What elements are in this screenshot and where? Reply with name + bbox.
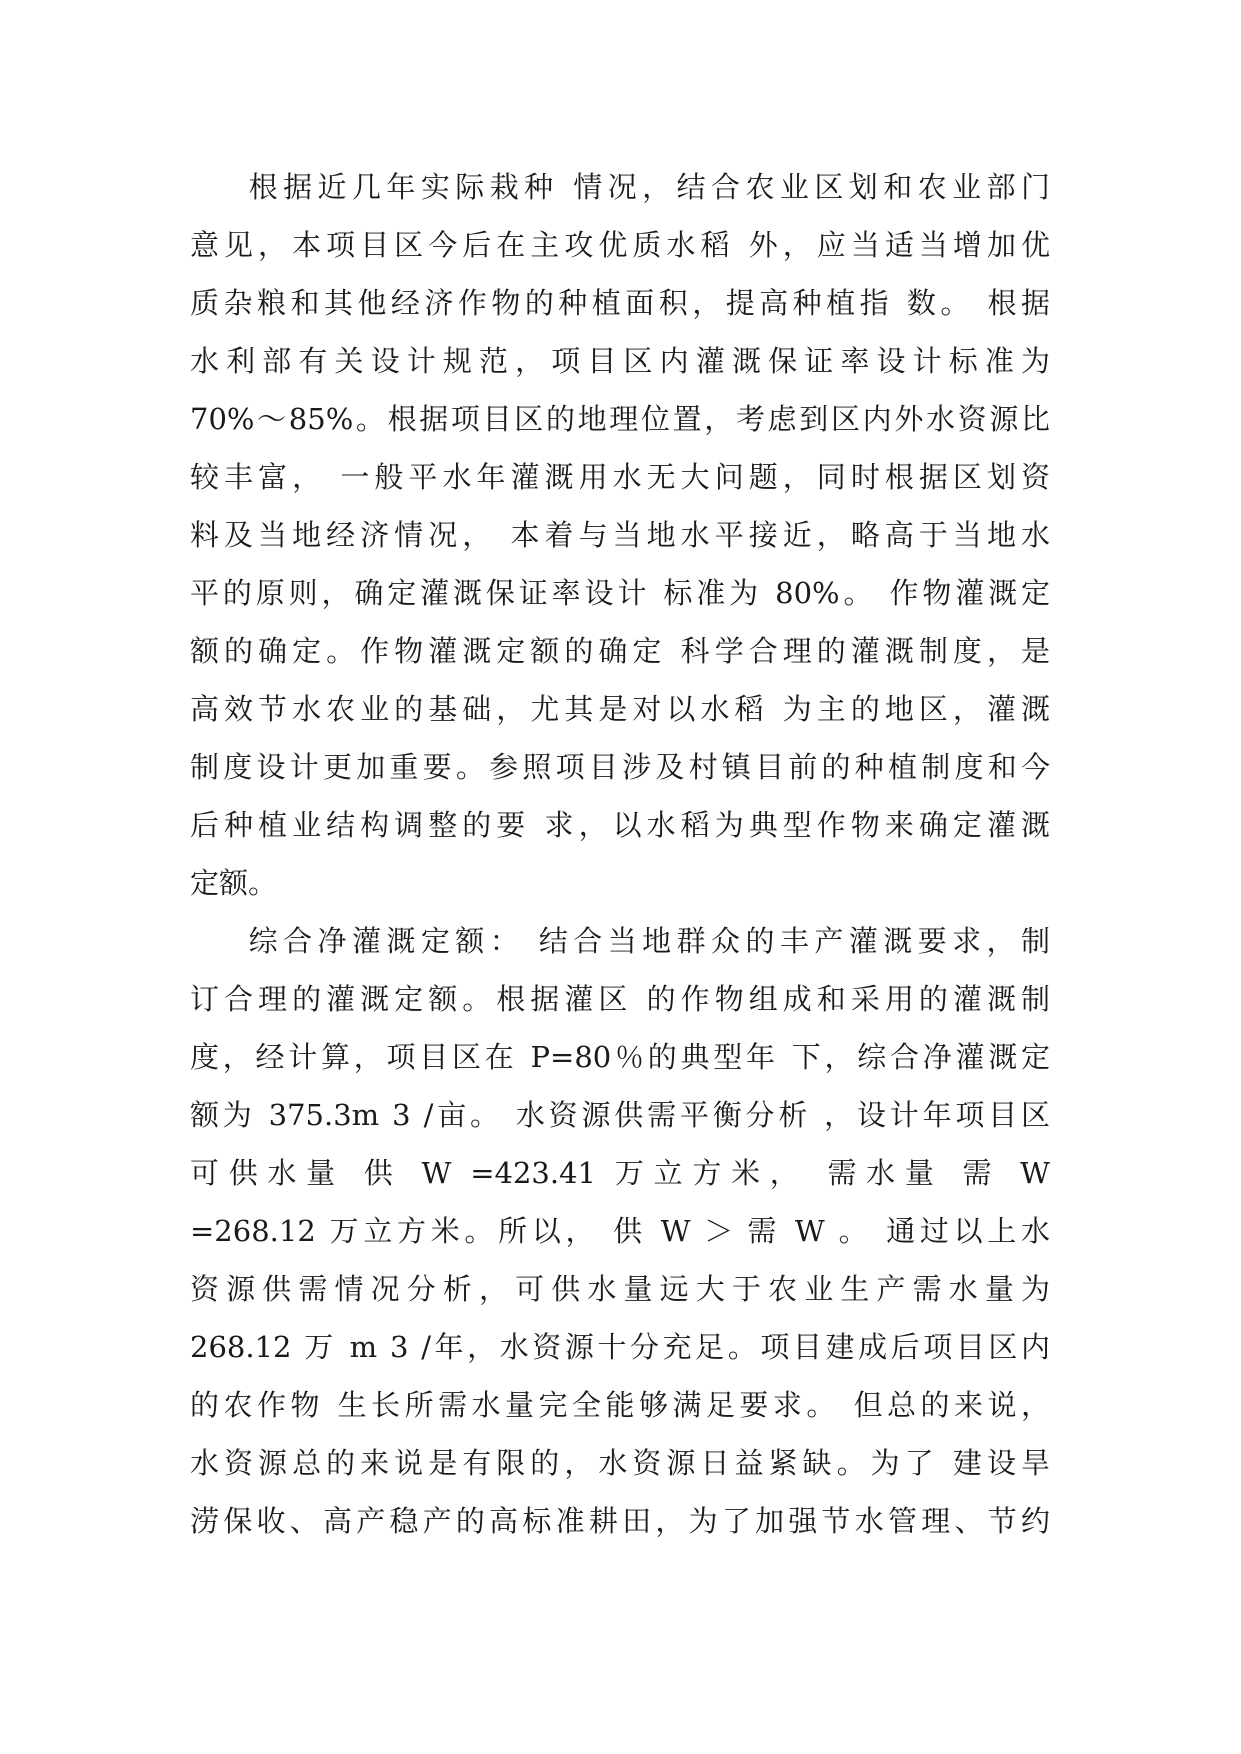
text-line: 70%～85%。根据项目区的地理位置，考虑到区内外水资源比: [190, 402, 1050, 436]
text-line: 意见，本项目区今后在主攻优质水稻 外，应当适当增加优: [190, 228, 1050, 262]
text-line: 较丰富， 一般平水年灌溉用水无大问题，同时根据区划资: [190, 460, 1050, 494]
document-body: [190, 158, 1050, 1550]
text-line: 额为 375.3m 3 /亩。 水资源供需平衡分析 ，设计年项目区: [190, 1098, 1050, 1132]
text-line: 可供水量 供 W =423.41 万立方米， 需水量 需 W: [190, 1156, 1050, 1190]
text-line: 根据近几年实际栽种 情况，结合农业区划和农业部门: [190, 170, 1050, 204]
text-line: 质杂粮和其他经济作物的种植面积，提高种植指 数。 根据: [190, 286, 1050, 320]
text-line: 后种植业结构调整的要 求，以水稻为典型作物来确定灌溉: [190, 808, 1050, 842]
text-line: 水利部有关设计规范，项目区内灌溉保证率设计标准为: [190, 344, 1050, 378]
text-line: 订合理的灌溉定额。根据灌区 的作物组成和采用的灌溉制: [190, 982, 1050, 1016]
text-line: 定额。: [190, 866, 278, 900]
text-line: 料及当地经济情况， 本着与当地水平接近，略高于当地水: [190, 518, 1050, 552]
text-line: 制度设计更加重要。参照项目涉及村镇目前的种植制度和今: [190, 750, 1050, 784]
text-line: 的农作物 生长所需水量完全能够满足要求。 但总的来说，: [190, 1388, 1050, 1422]
text-line: 平的原则，确定灌溉保证率设计 标准为 80%。 作物灌溉定: [190, 576, 1050, 610]
paragraph-2: [190, 912, 1050, 1550]
text-line: 268.12 万 m 3 /年，水资源十分充足。项目建成后项目区内: [190, 1330, 1050, 1364]
text-line: 涝保收、高产稳产的高标准耕田，为了加强节水管理、节约: [190, 1504, 1050, 1538]
text-line: 综合净灌溉定额： 结合当地群众的丰产灌溉要求，制: [190, 924, 1050, 958]
text-line: 度，经计算，项目区在 P=80％的典型年 下，综合净灌溉定: [190, 1040, 1050, 1074]
text-line: 高效节水农业的基础，尤其是对以水稻 为主的地区，灌溉: [190, 692, 1050, 726]
paragraph-1: [190, 158, 1050, 912]
text-line: 额的确定。作物灌溉定额的确定 科学合理的灌溉制度，是: [190, 634, 1050, 668]
text-line: 水资源总的来说是有限的，水资源日益紧缺。为了 建设旱: [190, 1446, 1050, 1480]
text-line: =268.12 万立方米。所以， 供 W ＞ 需 W 。 通过以上水: [190, 1214, 1050, 1248]
text-line: 资源供需情况分析，可供水量远大于农业生产需水量为: [190, 1272, 1050, 1306]
